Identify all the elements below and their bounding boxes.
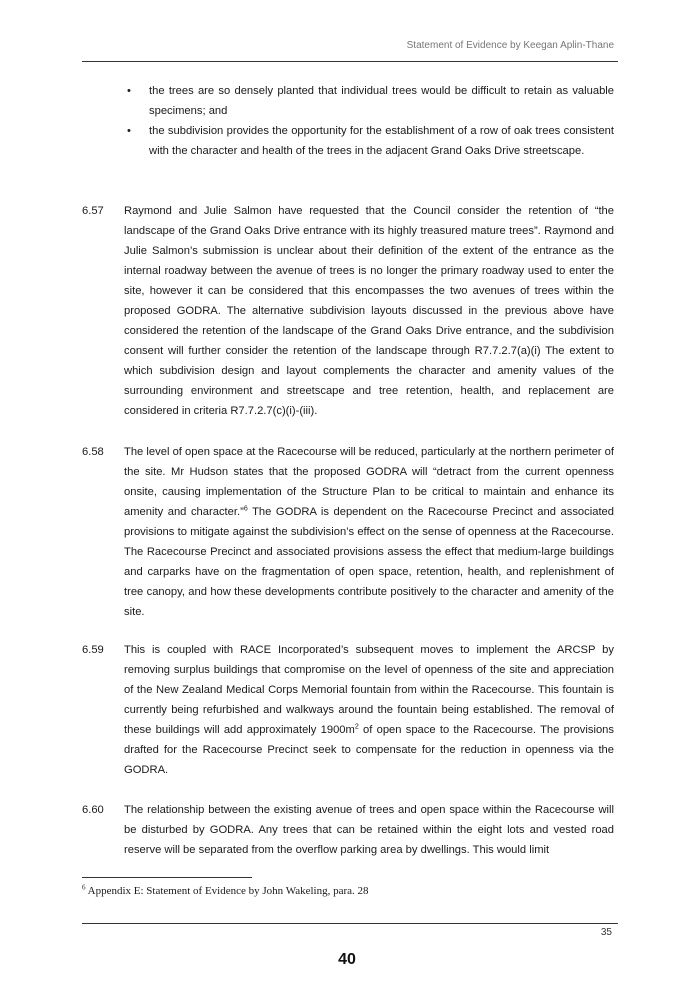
bullet-marker: • [127, 125, 131, 137]
footnote [82, 885, 369, 897]
paragraph-6-59 [82, 640, 614, 780]
paragraph-text: The level of open space at the Racecourse will be reduced, particularly at the northern perimeter of the site. Mr Hudson states that the proposed GODRA will “detract from the current openness onsite, causing implementation of the Structure Plan to be critical to maintain and enhance its amenity and character.” [124, 446, 614, 518]
header-divider [82, 61, 618, 62]
paragraph-6-60 [82, 800, 614, 860]
bullet-text: the trees are so densely planted that individual trees would be difficult to retain as valuable specimens; and [149, 85, 614, 117]
paragraph-number: 6.60 [82, 804, 104, 816]
footnote-marker: 6 [82, 883, 86, 892]
paragraph-text: This is coupled with RACE Incorporated’s subsequent moves to implement the ARCSP by removing surplus buildings that compromise on the level of openness of the site and appreciation of the New Zealand Medical Corps Memorial fountain from within the Racecourse. This fountain is currently being refurbished and walkways around the fountain being established. The removal of these buildings will add approximately 1900m [124, 644, 614, 736]
paragraph-text: The relationship between the existing avenue of trees and open space within the Racecourse will be disturbed by GODRA. Any trees that can be retained within the eight lots and vested road reserve will be separated from the overflow parking area by dwellings. This would limit [124, 804, 614, 856]
bullet-marker: • [127, 85, 131, 97]
paragraph-6-58 [82, 442, 614, 622]
paragraph-text: Raymond and Julie Salmon have requested that the Council consider the retention of “the landscape of the Grand Oaks Drive entrance with its highly treasured mature trees”. Raymond and Julie Salmon’s submission is unclear about their definition of the extent of the entrance as the internal roadway between the avenue of trees is no longer the primary roadway used to enter the site, however it can be considered that this encompasses the two avenues of trees within the proposed GODRA. The alternative subdivision layouts discussed in the previous above have considered the retention of the landscape of the Grand Oaks Drive entrance, and the subdivision consent will further consider the retention of the landscape through R7.7.2.7(a)(i) The extent to which subdivision design and layout complements the character and amenity values of the surrounding environment and streetscape and tree retention, health, and replacement are considered in criteria R7.7.2.7(c)(i)-(iii). [124, 205, 614, 417]
footnote-reference: 6 [243, 505, 248, 513]
paragraph-6-57 [82, 201, 614, 421]
footnote-text: Appendix E: Statement of Evidence by John Wakeling, para. 28 [85, 885, 369, 897]
paragraph-number: 6.59 [82, 644, 104, 656]
paragraph-number: 6.58 [82, 446, 104, 458]
paragraph-text-cont: The GODRA is dependent on the Racecourse Precinct and associated provisions to mitigate against the subdivision’s effect on the sense of openness at the Racecourse. The Racecourse Precinct and associated provisions assess the effect that medium-large buildings and carparks have on the fragmentation of open space, retention, health, and replenishment of tree canopy, and how these developments contribute positively to the character and amenity of the site. [124, 506, 614, 618]
bullet-text: the subdivision provides the opportunity for the establishment of a row of oak trees consistent with the character and health of the trees in the adjacent Grand Oaks Drive streetscape. [149, 125, 614, 157]
superscript-squared: 2 [354, 723, 359, 731]
page-number: 35 [600, 927, 612, 938]
paragraph-number: 6.57 [82, 205, 104, 217]
paragraph-text-cont: of open space to the Racecourse. The provisions drafted for the Racecourse Precinct seek to compensate for the reduction in openness via the GODRA. [124, 724, 614, 776]
bullet-list [82, 81, 614, 161]
footer-divider [82, 923, 618, 924]
bullet-item [82, 121, 614, 161]
document-page-number: 40 [338, 951, 356, 968]
running-header: Statement of Evidence by Keegan Aplin-Thane [406, 40, 614, 51]
footnote-divider [82, 877, 252, 878]
bullet-item [82, 81, 614, 121]
